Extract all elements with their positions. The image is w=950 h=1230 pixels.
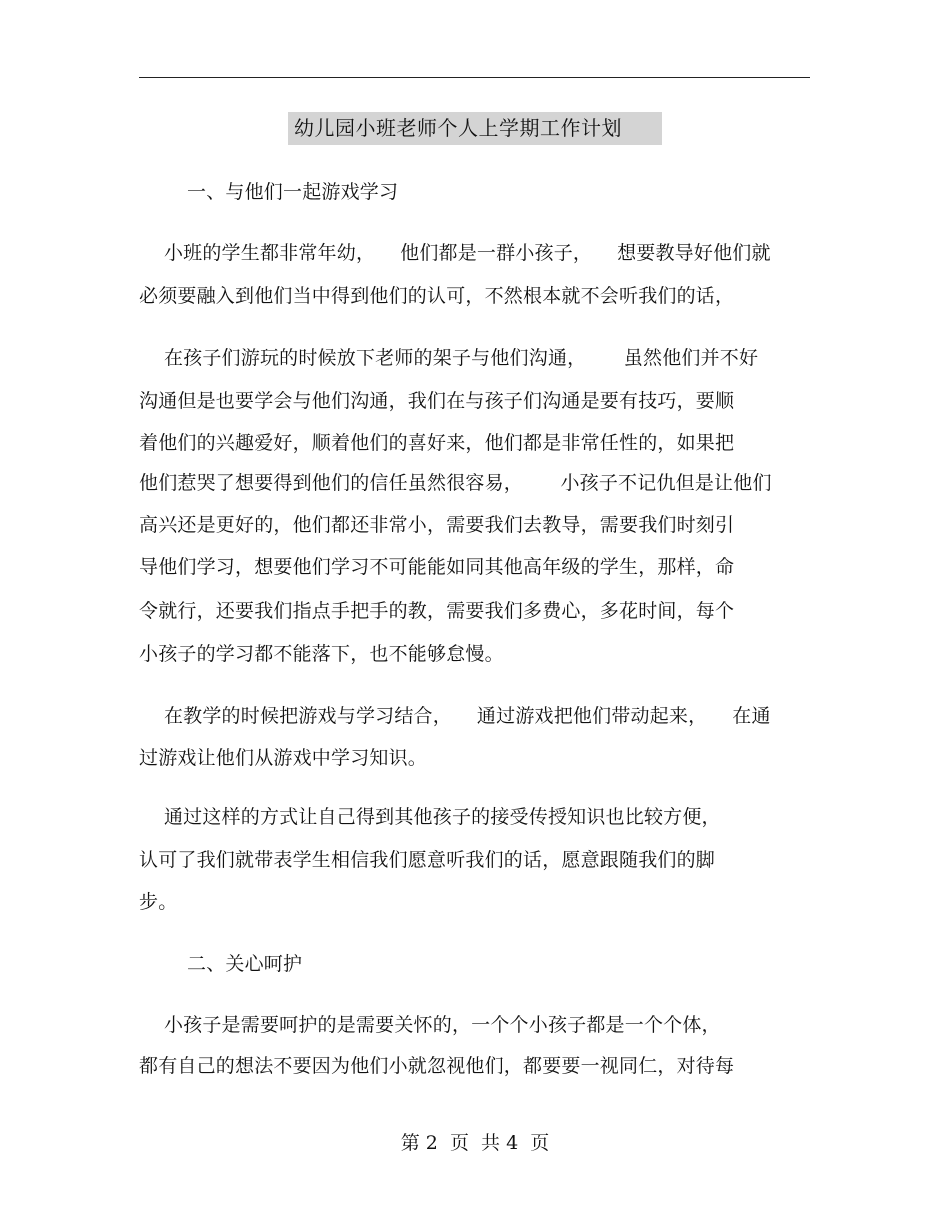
paragraph-line: 小孩子是需要呵护的是需要关怀的，一个个小孩子都是一个个体， bbox=[139, 1014, 721, 1036]
paragraph-line: 令就行，还要我们指点手把手的教，需要我们多费心，多花时间，每个 bbox=[139, 600, 735, 622]
paragraph-line: 在教学的时候把游戏与学习结合， 通过游戏把他们带动起来， 在通 bbox=[139, 705, 771, 727]
title-container bbox=[0, 112, 950, 145]
paragraph-line: 导他们学习，想要他们学习不可能能如同其他高年级的学生，那样，命 bbox=[139, 556, 735, 578]
paragraph-line: 小班的学生都非常年幼， 他们都是一群小孩子， 想要教导好他们就 bbox=[139, 242, 771, 264]
paragraph-line: 在孩子们游玩的时候放下老师的架子与他们沟通， 虽然他们并不好 bbox=[139, 347, 759, 369]
paragraph-line: 着他们的兴趣爱好，顺着他们的喜好来，他们都是非常任性的，如果把 bbox=[139, 432, 735, 454]
page-title: 幼儿园小班老师个人上学期工作计划 bbox=[288, 112, 662, 145]
paragraph-line: 必须要融入到他们当中得到他们的认可，不然根本就不会听我们的话， bbox=[139, 285, 735, 307]
paragraph-line: 他们惹哭了想要得到他们的信任虽然很容易， 小孩子不记仇但是让他们 bbox=[139, 472, 772, 494]
paragraph-line: 认可了我们就带表学生相信我们愿意听我们的话，愿意跟随我们的脚 bbox=[139, 849, 716, 871]
paragraph-line: 步。 bbox=[139, 891, 178, 913]
paragraph-line: 都有自己的想法不要因为他们小就忽视他们，都要要一视同仁，对待每 bbox=[139, 1055, 735, 1077]
header-rule bbox=[139, 77, 810, 78]
section-heading-2: 二、关心呵护 bbox=[187, 953, 303, 975]
paragraph-line: 过游戏让他们从游戏中学习知识。 bbox=[139, 747, 428, 769]
section-heading-1: 一、与他们一起游戏学习 bbox=[187, 181, 399, 203]
paragraph-line: 高兴还是更好的，他们都还非常小，需要我们去教导，需要我们时刻引 bbox=[139, 514, 735, 536]
paragraph-line: 小孩子的学习都不能落下，也不能够怠慢。 bbox=[139, 643, 504, 665]
paragraph-line: 通过这样的方式让自己得到其他孩子的接受传授知识也比较方便， bbox=[139, 806, 721, 828]
paragraph-line: 沟通但是也要学会与他们沟通，我们在与孩子们沟通是要有技巧，要顺 bbox=[139, 390, 735, 412]
page-number-footer: 第 2 页 共 4 页 bbox=[400, 1132, 550, 1154]
